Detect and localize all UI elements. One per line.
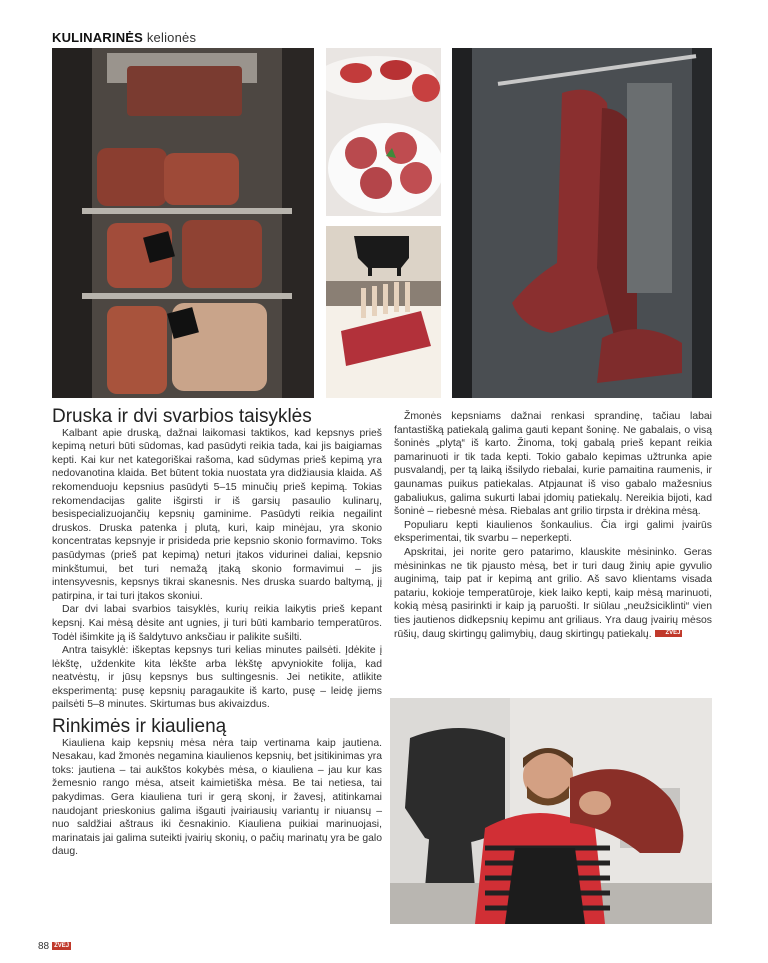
paragraph-butcher-advice-text: Apskritai, jei norite gero patarimo, klauskite mėsininko. Geras mėsininkas ne tik pjausto mėsą, bet ir turi daug žinių apie gyvulio auginimą, taip pat ir kepimą ant grilio. Aš savo klientams visada patariu, kokioje temperatūroje, kiek laiko kepti, kaip mėsą marinuoti, kokią mėsą pasirinkti ir kaip ją paruošti. Ir siūlau „neužsiciklinti“ vien ties jautienos didkepsnių kepimu ant griliaus. Yra daug įvairių mėsos rūšių, daug skirtingų galimybių, daug skirtingų patiekalų. (394, 546, 712, 640)
end-mark-logo: ŽVEJ (655, 630, 682, 637)
paragraph-butcher-advice (394, 546, 712, 641)
dry-aging-cabinet-photo (52, 48, 314, 398)
paragraph-pork: Kiauliena kaip kepsnių mėsa nėra taip vertinama kaip jautiena. Nesakau, kad žmonės negamina kiaulienos kepsnių, bet įsitikinimas yra toks: jautiena – tai aukštos kokybės mėsa, o kiauliena – jau kur kas žemesnio rango mėsa, atseit kaimietiška mėsa. Be tai netiesa, tai pakydimas. Gera kiauliena turi ir gerą skonį, ir žavesį, atitinkamai naudojant prieskonius galima išgauti įvairiausių variantų ir niuansų – nuo saldžiai aštraus iki česnakinio. Kiauliena puikiai marinuojasi, marinatais jai galima suteikti įvairių skonių, o pačių marinatų yra be galo daug. (52, 737, 382, 858)
section-title-light: kelionės (146, 30, 197, 45)
page-number: 88 (38, 941, 50, 952)
paragraph-salt: Kalbant apie druską, dažnai laikomasi taktikos, kad kepsnys prieš kepimą neturi būti sūdomas, kad pasūdyti reikia tada, kai jis baigiamas kepti. Kai kur net kategoriškai rašoma, kad sūdymas prieš kepimą yra nedovanotina klaida. Bet būtent tokia nuostata yra didžiausia klaida. Aš rekomenduoju kepsnius pasūdyti 5–15 minučių prieš kepimą. Tokias rekomendacijas galite išgirsti ir iš garsių pasaulio kulinarų, besispecializuojančių kepsnių gaminime. Pasūdyti reikia negailint druskos. Druska patenka į plutą, kuri, kaip minėjau, yra skonio koncentratas kepsnyje ir prisideda prie kepsnio skonio formavimo. Toks pasūdymas (prieš pat kepimą) neturi įtakos vidurinei daliai, kepsnio minkštumui, bet turi nemažą įtaką skonio formavimui – jis intensyvesnis, kepsnys tikrai skanesnis. Nes druska suardo baltymą, jį patirpina, ir tai turi įtakos skoniui. (52, 427, 382, 602)
butcher-portrait-photo (390, 698, 712, 924)
left-column (52, 406, 382, 859)
paragraph-two-rules: Dar dvi labai svarbios taisyklės, kurių reikia laikytis prieš kepant kepsnį. Kai mėsą dėsite ant ugnies, ji turi būti kambario temperatūros. Todėl išimkite ją iš šaldytuvo anksčiau ir palikite sušilti. (52, 604, 382, 643)
heading-pork: Rinkimės ir kiaulieną (52, 716, 227, 738)
hanging-meat-photo (452, 48, 712, 398)
section-title-bold: KULINARINĖS (52, 30, 144, 45)
rack-of-meat-photo (326, 226, 441, 398)
minced-meat-plates-photo (326, 48, 441, 216)
heading-salt-rules: Druska ir dvi svarbios taisyklės (52, 406, 312, 427)
magazine-logo: ŽVEJ (54, 943, 70, 950)
section-header (52, 30, 196, 45)
paragraph-rest-rule: Antra taisyklė: iškeptas kepsnys turi kelias minutes pailsėti. Įdėkite į lėkštę, uždenkite kita lėkšte arba lėkštę apvyniokite folija, kad neatvėstų, ir jūsų kepsnys bus sultingesnis. Jei netikite, atlikite eksperimentą: pusę kepsnių paragaukite iš karto, pusę – leidę jiems pailsėti 5–8 minutes. Skirtumas bus akivaizdus. (52, 645, 382, 711)
paragraph-belly: Žmonės kepsniams dažnai renkasi sprandinę, tačiau labai fantastišką patiekalą galima gauti kepant šoninę. Ne gabalais, o visą šoninės „plytą“ iš karto. Žinoma, tokį gabalą prieš kepant reikia pamarinuoti ir tik tada kepti. Tokio gabalo kepimas užtrunka apie pusvalandį, per tą laiką išsilydo riebalai, kurie pamaitina raumenis, ir gaunamas puikus patiekalas. Atpjaunat iš viso gabalo mažesnius gabaliukus, galima sukurti labai įdomių patiekalų. Nereikia bijoti, kad šoninė – riebesnė mėsa. Riebalas ant grilio tirpsta ir drėkina mėsą. (394, 411, 712, 518)
page-footer (38, 941, 71, 952)
paragraph-ribs: Populiaru kepti kiaulienos šonkaulius. Čia irgi galimi įvairūs eksperimentai, tik svarbu – neperkepti. (394, 519, 712, 545)
right-column (394, 410, 712, 641)
